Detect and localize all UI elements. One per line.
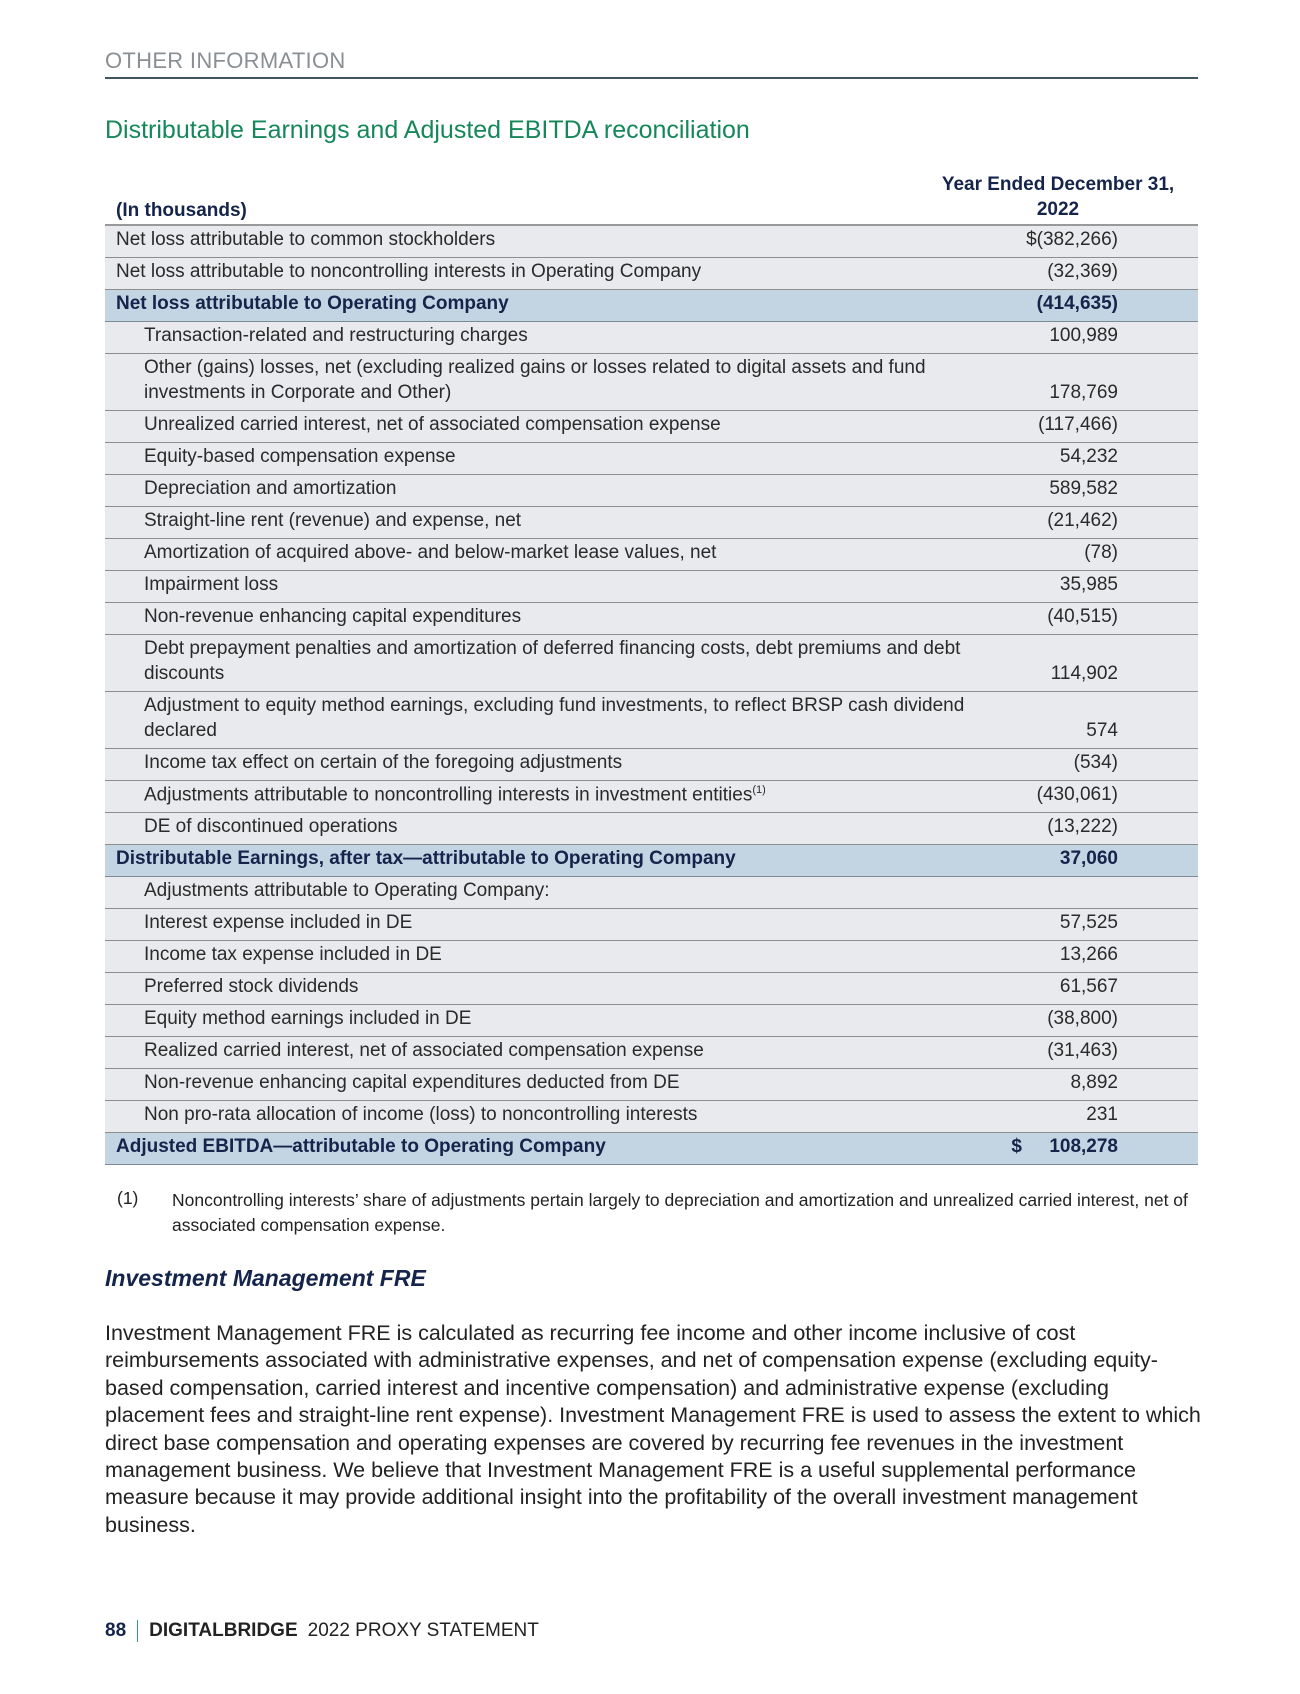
- row-label: [144, 1070, 974, 1095]
- row-label: [116, 259, 946, 284]
- table-row: [105, 1037, 1198, 1069]
- row-value: 178,769: [1049, 382, 1118, 403]
- row-label: [144, 910, 974, 935]
- footer-brand: DIGITALBRIDGE: [149, 1620, 298, 1641]
- page-number: 88: [105, 1620, 127, 1641]
- table-row: [105, 475, 1198, 507]
- row-value: 108,278: [1049, 1136, 1118, 1157]
- table-total-row: [105, 845, 1198, 877]
- row-label: [144, 355, 974, 405]
- row-label-text: Distributable Earnings, after tax—attributable to Operating Company: [116, 848, 736, 869]
- row-value: (38,800): [1047, 1008, 1118, 1029]
- table-row: [105, 443, 1198, 475]
- row-value: (40,515): [1047, 606, 1118, 627]
- row-label-text: Debt prepayment penalties and amortization of deferred financing costs, debt premiums and debt discounts: [144, 638, 961, 684]
- table-row: [105, 603, 1198, 635]
- row-label-text: Income tax expense included in DE: [144, 944, 442, 965]
- row-value: 589,582: [1049, 478, 1118, 499]
- row-label-text: Net loss attributable to common stockholders: [116, 229, 496, 250]
- table-row: [105, 354, 1198, 411]
- table-row: [105, 781, 1198, 813]
- table-row: [105, 1005, 1198, 1037]
- row-label: [144, 636, 974, 686]
- table-row: [105, 322, 1198, 354]
- column-header-line2: 2022: [1036, 199, 1080, 220]
- column-header-label: (In thousands): [116, 200, 247, 221]
- row-value: 37,060: [1059, 848, 1118, 869]
- row-label: [144, 942, 974, 967]
- row-label: [116, 291, 946, 316]
- table-row: [105, 941, 1198, 973]
- row-label: [116, 846, 946, 871]
- row-label-text: Unrealized carried interest, net of associated compensation expense: [144, 414, 721, 435]
- row-value: (31,463): [1047, 1040, 1118, 1061]
- reconciliation-table: [105, 170, 1198, 1165]
- row-label: [144, 974, 974, 999]
- row-label-text: Non-revenue enhancing capital expenditures: [144, 606, 522, 627]
- row-label: [144, 540, 974, 565]
- table-row: [105, 635, 1198, 692]
- row-label-text: Adjusted EBITDA—attributable to Operating Company: [116, 1136, 606, 1157]
- row-label: [144, 814, 974, 839]
- page-footer: [105, 1620, 539, 1642]
- row-label-text: Preferred stock dividends: [144, 976, 359, 997]
- table-row: [105, 411, 1198, 443]
- row-value: $(382,266): [1026, 229, 1118, 250]
- row-label-text: Net loss attributable to Operating Company: [116, 293, 509, 314]
- table-row: [105, 226, 1198, 258]
- row-value: 61,567: [1059, 976, 1118, 997]
- row-value: (430,061): [1036, 784, 1118, 805]
- row-label: [116, 227, 946, 252]
- row-label-text: Amortization of acquired above- and below-market lease values, net: [144, 542, 717, 563]
- row-value: 100,989: [1049, 325, 1118, 346]
- footnote-number: (1): [117, 1188, 139, 1208]
- row-label-text: Adjustments attributable to noncontrolling interests in investment entities: [144, 784, 753, 805]
- row-label: [144, 604, 974, 629]
- subheading: Investment Management FRE: [105, 1265, 426, 1291]
- row-value: 574: [1086, 720, 1118, 741]
- row-label: [144, 878, 974, 903]
- row-label-text: Adjustment to equity method earnings, excluding fund investments, to reflect BRSP cash dividend declared: [144, 695, 965, 741]
- column-header-value: [928, 172, 1188, 222]
- row-label: [144, 778, 974, 807]
- row-value: (117,466): [1038, 414, 1118, 435]
- row-label-text: Net loss attributable to noncontrolling interests in Operating Company: [116, 261, 702, 282]
- row-label: [144, 572, 974, 597]
- table-row: [105, 877, 1198, 909]
- row-value: (32,369): [1047, 261, 1118, 282]
- table-row: [105, 507, 1198, 539]
- table-row: [105, 258, 1198, 290]
- currency-symbol: $: [1011, 1136, 1022, 1157]
- row-label-text: Interest expense included in DE: [144, 912, 413, 933]
- row-label-text: Other (gains) losses, net (excluding realized gains or losses related to digital assets and fund investments in Corporate and Other): [144, 357, 926, 403]
- row-label: [144, 750, 974, 775]
- section-label: OTHER INFORMATION: [105, 48, 346, 73]
- footer-separator: [137, 1620, 138, 1642]
- row-label-text: Impairment loss: [144, 574, 279, 595]
- table-row: [105, 909, 1198, 941]
- table-row: [105, 1101, 1198, 1133]
- row-label-text: Realized carried interest, net of associated compensation expense: [144, 1040, 704, 1061]
- table-row: [105, 973, 1198, 1005]
- row-label-text: Straight-line rent (revenue) and expense, net: [144, 510, 522, 531]
- row-label-text: Depreciation and amortization: [144, 478, 397, 499]
- row-label: [144, 444, 974, 469]
- row-label: [144, 508, 974, 533]
- row-value: 13,266: [1059, 944, 1118, 965]
- row-label-text: Non-revenue enhancing capital expenditures deducted from DE: [144, 1072, 680, 1093]
- row-label-text: Equity-based compensation expense: [144, 446, 456, 467]
- footnote-text: Noncontrolling interests’ share of adjustments pertain largely to depreciation and amortization and unrealized carried interest, net of associated compensation expense.: [172, 1190, 1188, 1235]
- table-row: [105, 749, 1198, 781]
- footnote-reference: (1): [752, 783, 766, 796]
- row-label: [144, 1038, 974, 1063]
- row-value: (534): [1073, 752, 1118, 773]
- row-value: 231: [1086, 1104, 1118, 1125]
- table-row: [105, 571, 1198, 603]
- row-value: (21,462): [1047, 510, 1118, 531]
- row-value: 114,902: [1050, 663, 1118, 684]
- table-title: Distributable Earnings and Adjusted EBITDA reconciliation: [105, 116, 750, 144]
- row-label-text: Non pro-rata allocation of income (loss) to noncontrolling interests: [144, 1104, 698, 1125]
- column-header-line1: Year Ended December 31,: [941, 174, 1175, 195]
- table-row: [105, 539, 1198, 571]
- row-label-text: Transaction-related and restructuring charges: [144, 325, 528, 346]
- row-value: 8,892: [1070, 1072, 1118, 1093]
- row-label-text: Income tax effect on certain of the foregoing adjustments: [144, 752, 623, 773]
- table-total-row: [105, 1133, 1198, 1165]
- row-value: 54,232: [1059, 446, 1118, 467]
- table-row: [105, 1069, 1198, 1101]
- table-header: [105, 170, 1198, 226]
- row-label-text: Adjustments attributable to Operating Company:: [144, 880, 550, 901]
- row-label: [144, 693, 974, 743]
- body-paragraph: Investment Management FRE is calculated as recurring fee income and other income inclusive of cost reimbursements associated with administrative expenses, and net of compensation expense (excluding equity-based compensation, carried interest and incentive compensation) and administrative expense (excluding placement fees and straight-line rent expense). Investment Management FRE is used to assess the extent to which direct base compensation and operating expenses are covered by recurring fee revenues in the investment management business. We believe that Investment Management FRE is a useful supplemental performance measure because it may provide additional insight into the profitability of the overall investment management business.: [105, 1321, 1201, 1537]
- table-total-row: [105, 290, 1198, 322]
- row-value: 35,985: [1059, 574, 1118, 595]
- row-label-text: Equity method earnings included in DE: [144, 1008, 472, 1029]
- row-label: [144, 323, 974, 348]
- row-label: [144, 1102, 974, 1127]
- row-label-text: DE of discontinued operations: [144, 816, 398, 837]
- row-label: [144, 1006, 974, 1031]
- row-label: [144, 476, 974, 501]
- table-row: [105, 692, 1198, 749]
- row-value: (13,222): [1047, 816, 1118, 837]
- row-value: 57,525: [1059, 912, 1118, 933]
- row-label: [116, 1134, 946, 1159]
- section-divider: [105, 77, 1198, 79]
- row-value: (414,635): [1036, 293, 1118, 314]
- row-label: [144, 412, 974, 437]
- row-value: (78): [1084, 542, 1118, 563]
- footer-doc-title: 2022 PROXY STATEMENT: [307, 1620, 539, 1641]
- table-row: [105, 813, 1198, 845]
